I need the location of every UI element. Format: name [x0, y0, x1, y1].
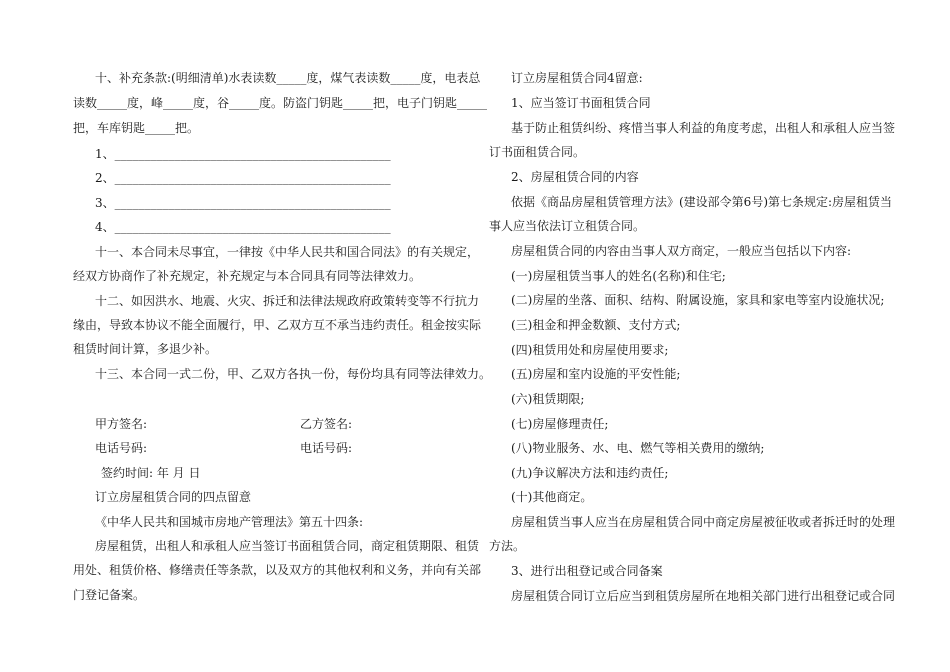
- signing-date-label: 签约时间: 年 月 日: [101, 466, 201, 480]
- expropriation-paragraph-line-2: 方法。: [489, 539, 526, 553]
- content-item-2: (二)房屋的坐落、面积、结构、附属设施，家具和家电等室内设施状况;: [511, 293, 885, 307]
- notes-title: 订立房屋租赁合同的四点留意: [95, 490, 252, 504]
- blank-line-3: 3、______________________________________________: [95, 196, 391, 210]
- content-item-9: (九)争议解决方法和违约责任;: [511, 466, 669, 480]
- item-1-paragraph-line-1: 基于防止租赁纠纷、疼惜当事人利益的角度考虑，出租人和承租人应当签: [511, 121, 896, 135]
- clause-10-line-1: 十、补充条款:(明细清单)水表读数_____度，煤气表读数_____度，电表总: [95, 71, 481, 85]
- content-item-6: (六)租赁期限;: [511, 392, 585, 406]
- content-item-5: (五)房屋和室内设施的平安性能;: [511, 367, 681, 381]
- party-a-signature-label: 甲方签名:: [95, 417, 148, 431]
- item-2-title: 2、房屋租赁合同的内容: [511, 170, 639, 184]
- clause-12-line-3: 租赁时间计算，多退少补。: [73, 342, 218, 356]
- clause-11-line-1: 十一、本合同未尽事宜，一律按《中华人民共和国合同法》的有关规定，: [95, 245, 480, 259]
- party-b-signature-label: 乙方签名:: [300, 417, 353, 431]
- blank-line-2: 2、______________________________________________: [95, 171, 391, 185]
- law-paragraph-line-1: 房屋租赁，出租人和承租人应当签订书面租赁合同，商定租赁期限、租赁: [95, 539, 480, 553]
- party-a-phone-label: 电话号码:: [95, 441, 148, 455]
- content-item-4: (四)租赁用处和房屋使用要求;: [511, 343, 669, 357]
- content-item-7: (七)房屋修理责任;: [511, 417, 609, 431]
- law-paragraph-line-2: 用处、租赁价格、修缮责任等条款，以及双方的其他权利和义务，并向有关部: [73, 563, 482, 577]
- item-3-paragraph-line-1: 房屋租赁合同订立后应当到租赁房屋所在地相关部门进行出租登记或合同: [511, 589, 896, 603]
- expropriation-paragraph-line-1: 房屋租赁当事人应当在房屋租赁合同中商定房屋被征收或者拆迁时的处理: [511, 515, 896, 529]
- content-item-10: (十)其他商定。: [511, 490, 593, 504]
- blank-line-4: 4、______________________________________________: [95, 220, 391, 234]
- clause-11-line-2: 经双方协商作了补充规定，补充规定与本合同具有同等法律效力。: [73, 269, 422, 283]
- item-2-paragraph-2: 房屋租赁合同的内容由当事人双方商定，一般应当包括以下内容:: [511, 244, 852, 258]
- right-heading: 订立房屋租赁合同4留意:: [511, 71, 643, 85]
- clause-12-line-2: 缘由，导致本协议不能全面履行，甲、乙双方互不承当违约责任。租金按实际: [73, 318, 482, 332]
- content-item-8: (八)物业服务、水、电、燃气等相关费用的缴纳;: [511, 441, 765, 455]
- clause-10-line-2: 读数_____度，峰_____度，谷_____度。防盗门钥匙_____把，电子门钥匙_____: [73, 96, 488, 110]
- law-reference: 《中华人民共和国城市房地产管理法》第五十四条:: [95, 515, 364, 529]
- content-item-3: (三)租金和押金数额、支付方式;: [511, 318, 681, 332]
- clause-12-line-1: 十二、如因洪水、地震、火灾、拆迁和法律法规政府政策转变等不行抗力: [95, 294, 480, 308]
- law-paragraph-line-3: 门登记备案。: [73, 588, 146, 602]
- item-3-title: 3、进行出租登记或合同备案: [511, 564, 663, 578]
- clause-13: 十三、本合同一式二份，甲、乙双方各执一份，每份均具有同等法律效力。: [95, 367, 492, 381]
- clause-10-line-3: 把，车库钥匙_____把。: [73, 121, 200, 135]
- content-item-1: (一)房屋租赁当事人的姓名(名称)和住宅;: [511, 269, 726, 283]
- blank-line-1: 1、______________________________________________: [95, 147, 391, 161]
- item-1-paragraph-line-2: 订书面租赁合同。: [489, 145, 586, 159]
- item-2-paragraph-line-2: 事人应当依法订立租赁合同。: [489, 219, 646, 233]
- item-2-paragraph-line-1: 依据《商品房屋租赁管理方法》(建设部令第6号)第七条规定:房屋租赁当: [511, 195, 893, 209]
- party-b-phone-label: 电话号码:: [300, 441, 353, 455]
- item-1-title: 1、应当签订书面租赁合同: [511, 96, 651, 110]
